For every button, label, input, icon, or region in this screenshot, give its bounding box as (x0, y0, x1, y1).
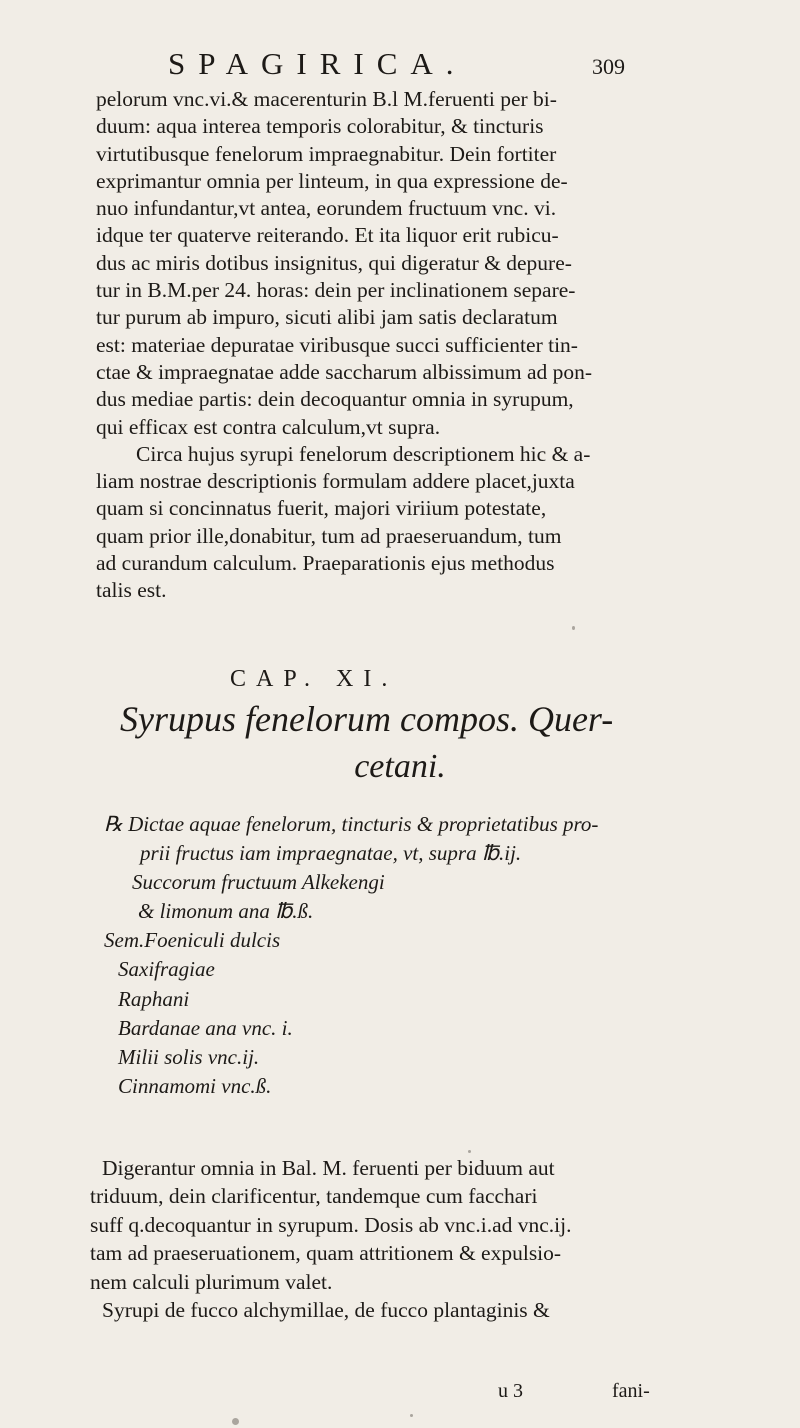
text-line: Digerantur omnia in Bal. M. feruenti per biduum aut (102, 1156, 555, 1180)
page-number: 309 (592, 54, 625, 79)
recipe-line: Bardanae ana vnc. i. (118, 1015, 293, 1040)
text-line: Syrupi de fucco alchymillae, de fucco plantaginis & (102, 1297, 550, 1322)
recipe-line: Raphani (118, 986, 190, 1011)
signature-mark: u 3 (498, 1380, 523, 1402)
text-line: ctae & impraegnatae adde saccharum albissimum ad pon- (96, 359, 593, 384)
text-line: nuo infundantur,vt antea, eorundem fructuum vnc. vi. (96, 196, 557, 221)
text-line: duum: aqua interea temporis colorabitur, & tincturis (96, 114, 544, 139)
text-line: Circa hujus syrupi fenelorum descriptionem hic & a- (136, 441, 591, 466)
text-line: pelorum vnc.vi.& macerenturin B.l M.feruenti per bi- (96, 87, 557, 111)
page-header (168, 46, 688, 86)
ink-speck (232, 1418, 239, 1425)
recipe-line: ℞ Dictae aquae fenelorum, tincturis & proprietatibus pro- (104, 812, 599, 836)
ink-speck (410, 1414, 413, 1417)
recipe-line: Cinnamomi vnc.ß. (118, 1073, 272, 1098)
recipe-line: Sem.Foeniculi dulcis (104, 928, 281, 953)
body-text (96, 86, 704, 605)
text-line: dus ac miris dotibus insignitus, qui digeratur & depure- (96, 250, 572, 275)
text-line: ad curandum calculum. Praeparationis ejus methodus (96, 551, 555, 576)
text-line: liam nostrae descriptionis formulam addere placet,juxta (96, 469, 575, 494)
running-head: SPAGIRICA. (168, 46, 467, 81)
text-line: quam si concinnatus fuerit, majori viriium potestate, (96, 496, 547, 521)
recipe-line: prii fructus iam impraegnatae, vt, supra ℔.ij. (140, 841, 522, 866)
text-line: triduum, dein clarificentur, tandemque cum facchari (90, 1184, 538, 1209)
chapter-heading: CAP. XI. (230, 666, 398, 692)
text-line: nem calculi plurimum valet. (90, 1269, 333, 1294)
chapter-title-line-1: Syrupus fenelorum compos. Quer- (120, 699, 614, 739)
closing-text (90, 1154, 710, 1324)
text-line: idque ter quaterve reiterando. Et ita liquor erit rubicu- (96, 223, 559, 248)
text-line: qui efficax est contra calculum,vt supra. (96, 414, 441, 439)
recipe-line: Saxifragiae (118, 957, 215, 982)
text-line: suff q.decoquantur in syrupum. Dosis ab vnc.i.ad vnc.ij. (90, 1212, 572, 1237)
recipe-line: Succorum fructuum Alkekengi (132, 870, 385, 895)
ink-speck (468, 1150, 471, 1153)
text-line: tur purum ab impuro, sicuti alibi jam satis declaratum (96, 305, 558, 330)
text-line: tur in B.M.per 24. horas: dein per inclinationem separe- (96, 278, 576, 303)
catchword: fani- (612, 1380, 650, 1402)
recipe-line: & limonum ana ℔.ß. (138, 899, 314, 924)
text-line: est: materiae depuratae viribusque succi sufficienter tin- (96, 332, 578, 357)
text-line: tam ad praeseruationem, quam attritionem & expulsio- (90, 1241, 562, 1266)
text-line: virtutibusque fenelorum impraegnabitur. Dein fortiter (96, 141, 557, 166)
recipe-line: Milii solis vnc.ij. (118, 1044, 260, 1069)
text-line: exprimantur omnia per linteum, in qua expressione de- (96, 168, 568, 193)
recipe-list (104, 810, 724, 1101)
chapter-title-line-2: cetani. (354, 748, 446, 785)
text-line: quam prior ille,donabitur, tum ad praeseruandum, tum (96, 523, 562, 548)
ink-speck (572, 626, 575, 630)
text-line: talis est. (96, 578, 167, 603)
page-footer (0, 1380, 800, 1406)
text-line: dus mediae partis: dein decoquantur omnia in syrupum, (96, 387, 574, 412)
